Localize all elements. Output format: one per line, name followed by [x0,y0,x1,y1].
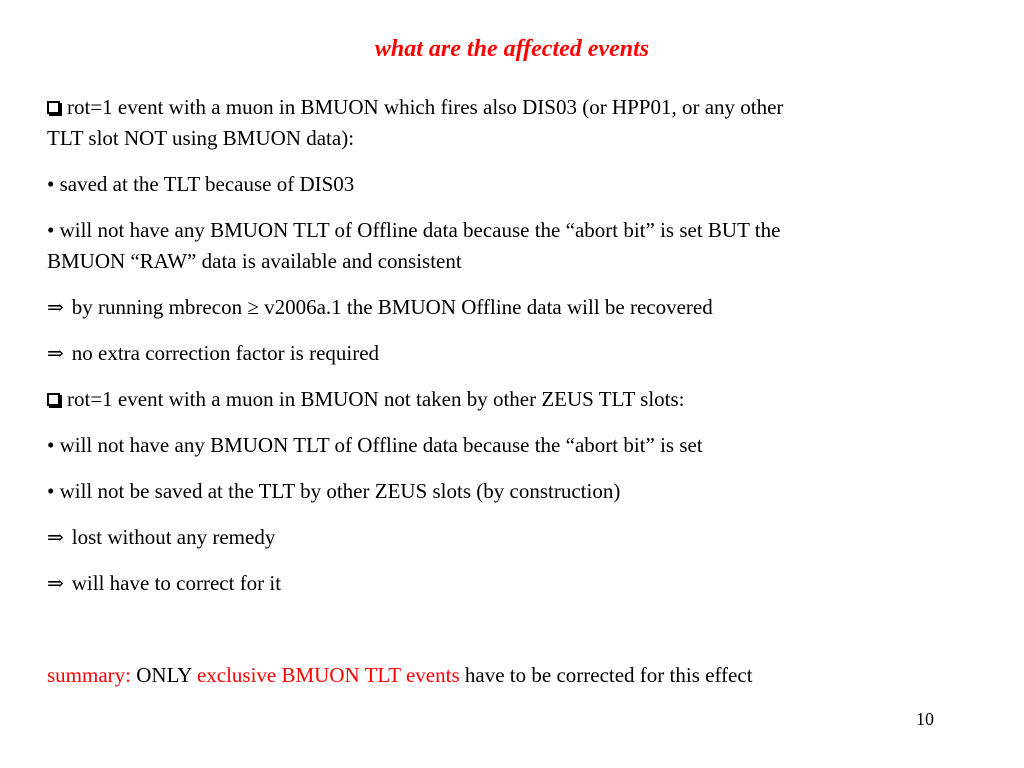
page-number: 10 [916,709,934,729]
case2-text: rot=1 event with a muon in BMUON not taken by other ZEUS TLT slots: [67,387,685,411]
double-arrow-right-icon: ⇒ [47,571,64,595]
case2-point-not-saved: • will not be saved at the TLT by other ZEUS slots (by construction) [47,479,621,503]
summary-line [47,660,977,691]
slide-title: what are the affected events [374,36,650,62]
double-arrow-right-icon: ⇒ [47,525,64,549]
case1-result-recovered-text: by running mbrecon ≥ v2006a.1 the BMUON Offline data will be recovered [71,295,713,319]
case1-result-no-correction-text: no extra correction factor is required [71,341,380,365]
case2-result-lost-text: lost without any remedy [71,525,276,549]
case1-text: rot=1 event with a muon in BMUON which fires also DIS03 (or HPP01, or any other [67,95,784,119]
summary-highlight: exclusive BMUON TLT events [196,663,460,687]
case1-point-abort-continued: BMUON “RAW” data is available and consistent [47,249,462,273]
square-bullet-icon [47,101,60,114]
case1-point-abort: • will not have any BMUON TLT of Offline data because the “abort bit” is set BUT the [47,218,781,242]
double-arrow-right-icon: ⇒ [47,341,64,365]
square-bullet-icon [47,393,60,406]
case2-result-correct [47,568,977,599]
case1-result-no-correction [47,338,977,369]
double-arrow-right-icon: ⇒ [47,295,64,319]
case2-result-lost [47,522,977,553]
case2-result-correct-text: will have to correct for it [71,571,282,595]
summary-label: summary: [47,663,131,687]
summary-rest: have to be corrected for this effect [464,663,753,687]
case1-header-continued: TLT slot NOT using BMUON data): [47,126,355,150]
case2-point-abort: • will not have any BMUON TLT of Offline data because the “abort bit” is set [47,433,703,457]
case2-header [47,384,977,415]
case1-header [47,92,977,123]
summary-only: ONLY [136,663,192,687]
case1-result-recovered [47,292,977,323]
case1-point-saved: • saved at the TLT because of DIS03 [47,172,355,196]
